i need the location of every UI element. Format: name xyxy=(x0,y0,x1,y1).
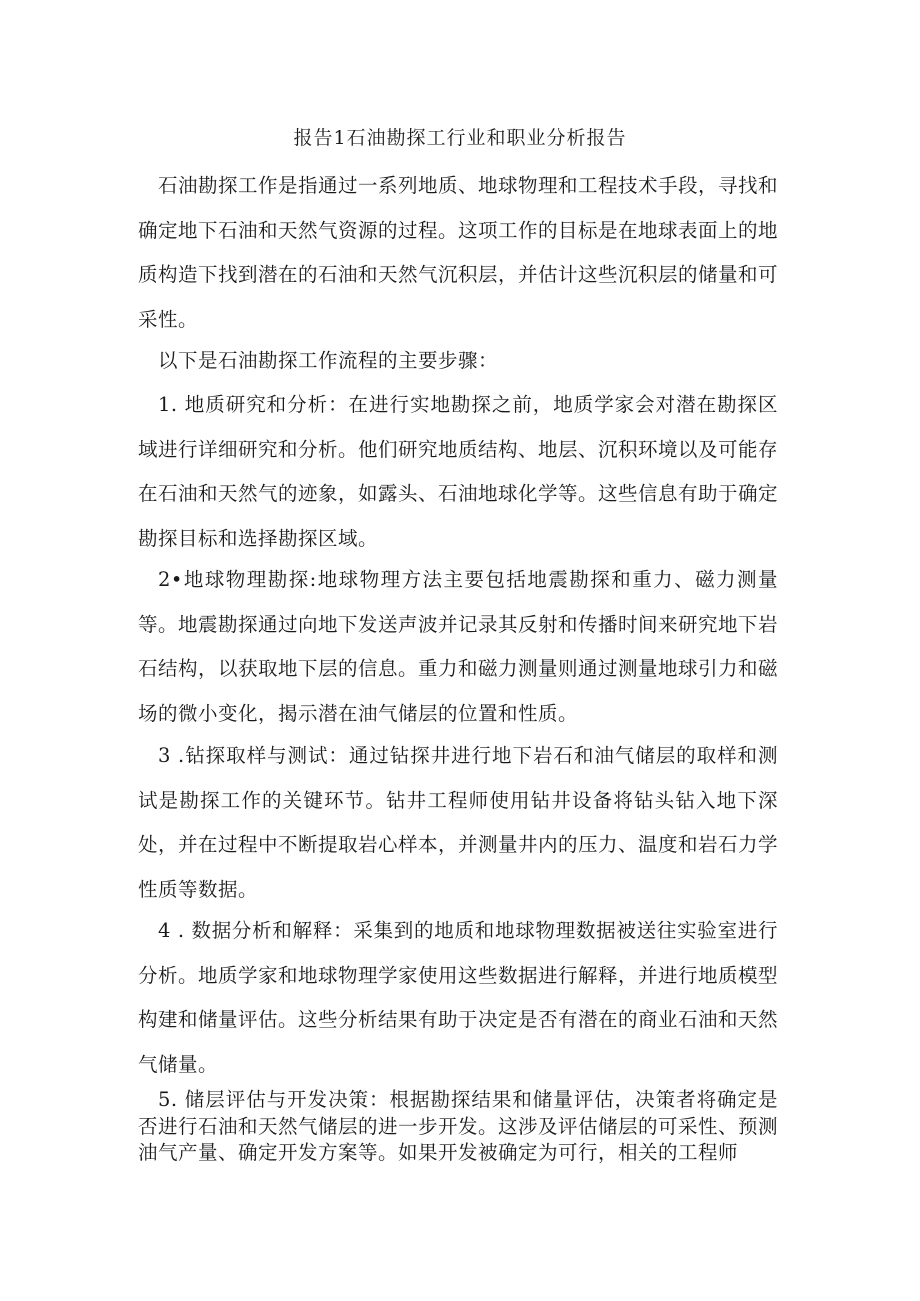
step-5-paragraph: 5. 储层评估与开发决策：根据勘探结果和储量评估，决策者将确定是否进行石油和天然气储层的进一步开发。这涉及评估储层的可采性、预测油气产量、确定开发方案等。如果开发被确定为可行，相关的工程师 xyxy=(138,1088,779,1164)
steps-heading: 以下是石油勘探工作流程的主要步骤： xyxy=(158,349,499,372)
step-1-paragraph: 1. 地质研究和分析：在进行实地勘探之前，地质学家会对潜在勘探区域进行详细研究和分析。他们研究地质结构、地层、沉积环境以及可能存在石油和天然气的迹象，如露头、石油地球化学等。这些信息有助于确定勘探目标和选择勘探区域。 xyxy=(138,393,779,550)
step-2-paragraph: 2•地球物理勘探:地球物理方法主要包括地震勘探和重力、磁力测量等。地震勘探通过向地下发送声波并记录其反射和传播时间来研究地下岩石结构，以获取地下层的信息。重力和磁力测量则通过测量地球引力和磁场的微小变化，揭示潜在油气储层的位置和性质。 xyxy=(138,568,779,725)
intro-paragraph: 石油勘探工作是指通过一系列地质、地球物理和工程技术手段，寻找和确定地下石油和天然气资源的过程。这项工作的目标是在地球表面上的地质构造下找到潜在的石油和天然气沉积层，并估计这些沉积层的储量和可采性。 xyxy=(138,174,779,331)
step-4-paragraph: 4 . 数据分析和解释：采集到的地质和地球物理数据被送往实验室进行分析。地质学家和地球物理学家使用这些数据进行解释，并进行地质模型构建和储量评估。这些分析结果有助于决定是否有潜在的商业石油和天然气储量。 xyxy=(138,919,779,1076)
document-title: 报告1石油勘探工行业和职业分析报告 xyxy=(293,127,627,149)
step-3-paragraph: 3 .钻探取样与测试：通过钻探井进行地下岩石和油气储层的取样和测试是勘探工作的关键环节。钻井工程师使用钻井设备将钻头钻入地下深处，并在过程中不断提取岩心样本，并测量井内的压力、温度和岩石力学性质等数据。 xyxy=(138,744,779,901)
